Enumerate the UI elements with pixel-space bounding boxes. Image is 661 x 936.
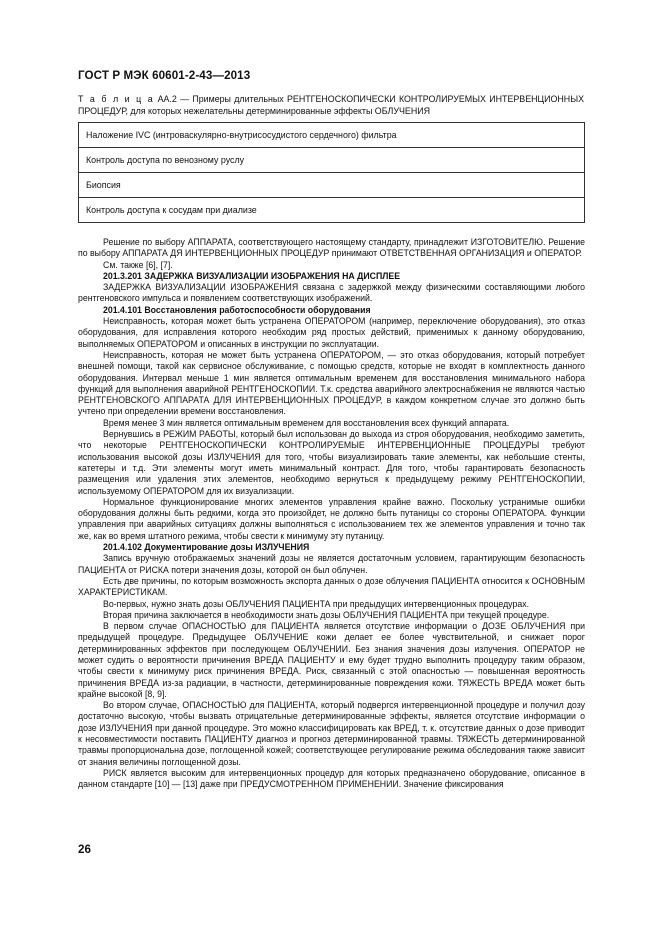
paragraph: Неисправность, которая не может быть устранена ОПЕРАТОРОМ, — это отказ оборудования, который потребует внешней помощи, такой как сервисное обслуживание, с помощью средств, которые не входят в комплектность данного оборудования. Интервал меньше 1 мин является оптимальным временем для восстановления минимального набора функций для выполнения аварийной РЕНТГЕНОСКОПИИ. Т.к. средства аварийного электроснабжения не являются частью РЕНТГЕНОВСКОГО АППАРАТА ДЛЯ ИНТЕРВЕНЦИОННЫХ ПРОЦЕДУР, в каждом конкретном случае это должно быть учтено при определении времени восстановления. [78, 349, 585, 417]
paragraph: Во втором случае, ОПАСНОСТЬЮ для ПАЦИЕНТА, который подвергся интервенционной процедуре и получил дозу достаточно высокую, чтобы вызвать отрицательные детерминированные эффекты, является отсутствие информации о дозе ИЗЛУЧЕНИЯ при данной процедуре. Это можно классифицировать как ВРЕД, т. к. отсутствие данных о дозе приводит к несовместимости поставить ПАЦИЕНТУ диагноз и прогноз детерминированной травмы. ТЯЖЕСТЬ детерминированной травмы пропорциональна дозе, поглощенной кожей; соответствующее регулирование режима обследования также зависит от знания величины поглощенной дозы. [78, 700, 585, 767]
paragraph: Нормальное функционирование многих элементов управления крайне важно. Поскольку устранимые ошибки оборудования должны быть редкими, когда это произойдет, не должно быть путаницы со стороны ОПЕРАТОРА. Функции управления при аварийных ситуациях должны выполняться с использованием тех же элементов управления и точно так же, как во время штатного режима, чтобы свести к минимуму эту путаницу. [78, 496, 585, 541]
paragraph: Вернувшись в РЕЖИМ РАБОТЫ, который был использован до выхода из строя оборудования, необходимо заметить, что некоторые РЕНТГЕНОСКОПИЧЕСКИ КОНТРОЛИРУЕМЫЕ ИНТЕРВЕНЦИОННЫЕ ПРОЦЕДУРЫ требуют использования высокой дозы ИЗЛУЧЕНИЯ для того, чтобы визуализировать такие элементы, как небольшие стенты, катетеры и т.д. Эти элементы могут иметь минимальный контраст. Для того, чтобы гарантировать безопасность размещения или удаления этих элементов, необходимо вернуться к предыдущему режиму РЕНТГЕНОСКОПИИ, используемому ОПЕРАТОРОМ для их визуализации. [78, 429, 585, 496]
paragraph: Есть две причины, по которым возможность экспорта данных о дозе облучения ПАЦИЕНТА относится к ОСНОВНЫМ ХАРАКТЕРИСТИКАМ. [78, 575, 585, 598]
table-cell: Контроль доступа по венозному руслу [79, 148, 585, 173]
section-heading: 201.4.101 Восстановления работоспособности оборудования [103, 304, 371, 315]
document-header: ГОСТ Р МЭК 60601-2-43—2013 [78, 69, 251, 82]
table-cell: Наложение IVC (интроваскулярно-внутрисосудистого сердечного) фильтра [79, 123, 585, 148]
table-caption-lead: Т а б л и ц а [78, 94, 155, 104]
table-caption [78, 94, 584, 117]
table-caption-text: АА.2 — Примеры длительных РЕНТГЕНОСКОПИЧЕСКИ КОНТРОЛИРУЕМЫХ ИНТЕРВЕНЦИОННЫХ ПРОЦЕДУР, для которых нежелательны детерминированные эффекты ОБЛУЧЕНИЯ [78, 94, 584, 116]
table-cell: Контроль доступа к сосудам при диализе [79, 198, 585, 223]
paragraph: ЗАДЕРЖКА ВИЗУАЛИЗАЦИИ ИЗОБРАЖЕНИЯ связана с задержкой между физическими составляющими любого рентгеновского импульса и появлением соответствующих изображений. [78, 282, 585, 304]
section-heading: 201.3.201 ЗАДЕРЖКА ВИЗУАЛИЗАЦИИ ИЗОБРАЖЕНИЯ НА ДИСПЛЕЕ [103, 270, 401, 281]
table-row [79, 148, 585, 173]
table-cell: Биопсия [79, 173, 585, 198]
paragraph: В первом случае ОПАСНОСТЬЮ для ПАЦИЕНТА является отсутствие информации о ДОЗЕ ОБЛУЧЕНИЯ при предыдущей процедуре. Предыдущее ОБЛУЧЕНИЕ кожи делает ее более чувствительной, и снижает порог детерминированных эффектов при последующем ОБЛУЧЕНИИ. Без знания значения дозы излучения. ОПЕРАТОР не может судить о вероятности причинения ВРЕДА ПАЦИЕНТУ и ему будет трудно выполнить процедуру таким образом, чтобы свести к минимуму риск причинения ВРЕДА. Риск, связанный с этой опасностью — повышенная вероятность причинения ВРЕДА из-за радиации, в частности, детерминированные повреждения кожи. ТЯЖЕСТЬ ВРЕДА может быть крайне высокой [8, 9]. [78, 621, 585, 699]
paragraph: Запись вручную отображаемых значений дозы не является достаточным условием, гарантирующим безопасность ПАЦИЕНТА от РИСКА потери значения дозы, которой он был облучен. [78, 553, 585, 575]
paragraph: Решение по выбору АППАРАТА, соответствующего настоящему стандарту, принадлежит ИЗГОТОВИТЕЛЮ. Решение по выбору АППАРАТА ДЯ ИНТЕРВЕНЦИОННЫХ ПРОЦЕДУР принимают ОТВЕТСТВЕННАЯ ОРГАНИЗАЦИЯ и ОПЕРАТОР. [78, 237, 585, 259]
paragraph: Во-первых, нужно знать дозы ОБЛУЧЕНИЯ ПАЦИЕНТА при предыдущих интервенционных процедурах. [103, 598, 529, 609]
section-heading: 201.4.102 Документирование дозы ИЗЛУЧЕНИЯ [103, 542, 310, 553]
paragraph: Время менее 3 мин является оптимальным временем для восстановления всех функций аппарата. [103, 417, 510, 428]
page-number: 26 [78, 843, 91, 856]
examples-table [78, 122, 585, 223]
paragraph: Неисправность, которая может быть устранена ОПЕРАТОРОМ (например, переключение оборудования), это отказ оборудования, для исправления которого необходим ряд простых действий, применимых к данному оборудованию, выполняемых ОПЕРАТОРОМ и описанных в инструкции по эксплуатации. [78, 316, 585, 349]
table-row [79, 173, 585, 198]
table-row [79, 198, 585, 223]
body-text [78, 237, 585, 791]
table-row [79, 123, 585, 148]
paragraph: РИСК является высоким для интервенционных процедур для которых предназначено оборудование, описанное в данном стандарте [10] — [13] даже при ПРЕДУСМОТРЕННОМ ПРИМЕНЕНИИ. Значение фиксирования [78, 767, 585, 790]
paragraph: См. также [6], [7]. [103, 259, 173, 270]
paragraph: Вторая причина заключается в необходимости знать дозы ОБЛУЧЕНИЯ ПАЦИЕНТА при текущей процедуре. [103, 609, 550, 620]
